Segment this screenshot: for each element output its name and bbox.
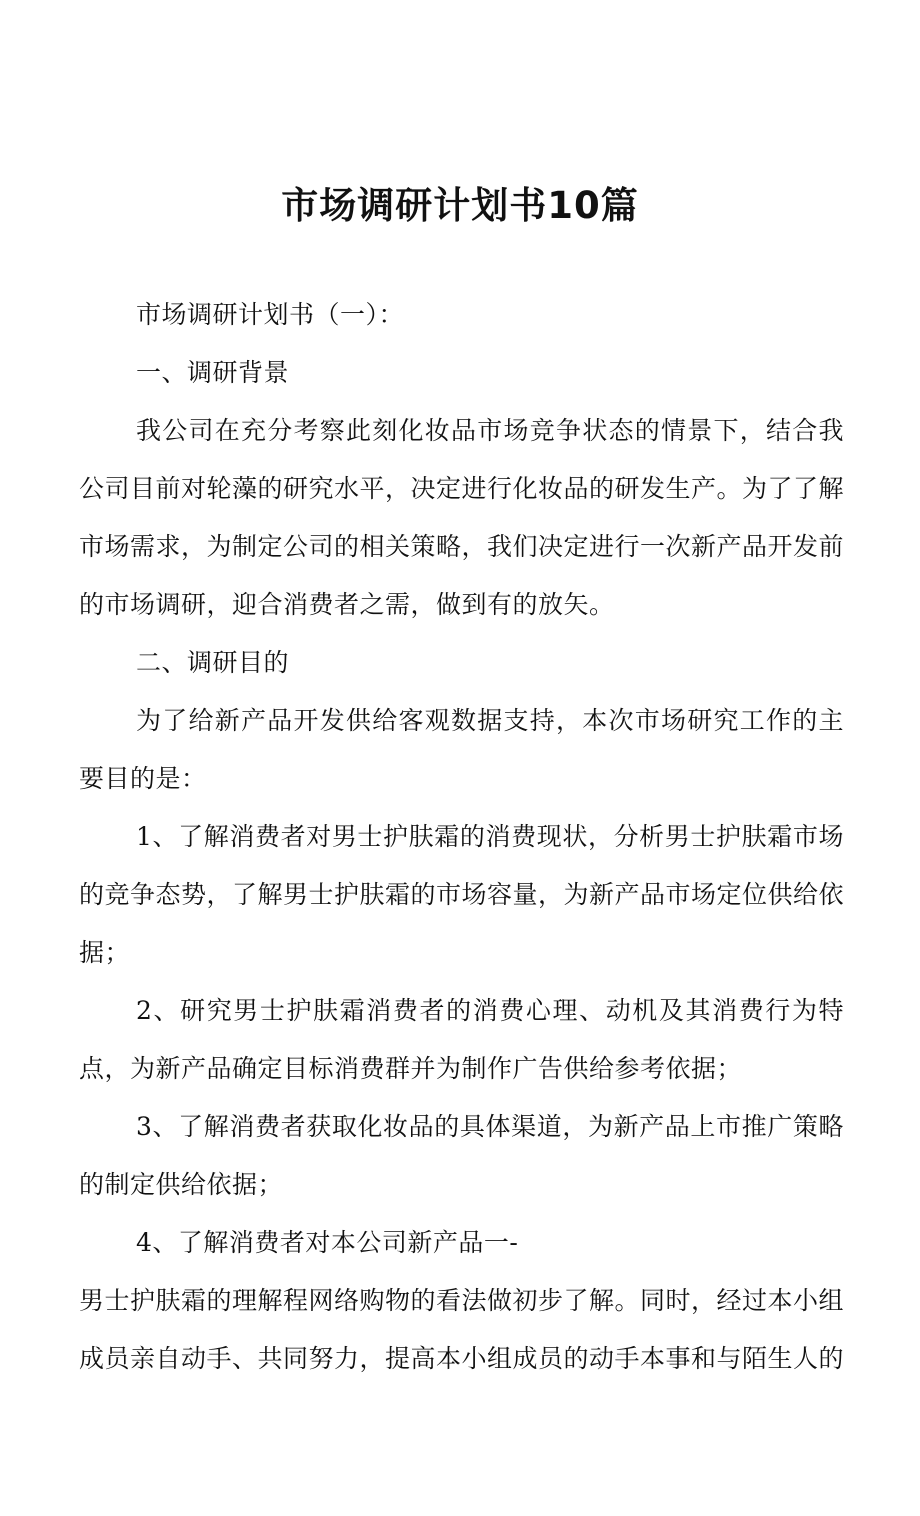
paragraph-background: 我公司在充分考察此刻化妆品市场竞争状态的情景下，结合我公司目前对轮藻的研究水平，决定进行化妆品的研发生产。为了了解市场需求，为制定公司的相关策略，我们决定进行一次新产品开发前的市场调研，迎合消费者之需，做到有的放矢。 <box>79 416 845 619</box>
section-heading-purpose: 二、调研目的 <box>136 648 290 677</box>
section-heading-plan-one: 市场调研计划书（一）： <box>136 300 405 329</box>
list-item-purpose-3: 3、了解消费者获取化妆品的具体渠道，为新产品上市推广策略的制定供给依据； <box>79 1112 844 1199</box>
list-item-purpose-1: 1、了解消费者对男士护肤霜的消费现状，分析男士护肤霜市场的竞争态势，了解男士护肤霜的市场容量，为新产品市场定位供给依据； <box>79 822 845 967</box>
list-item-purpose-2: 2、研究男士护肤霜消费者的消费心理、动机及其消费行为特点，为新产品确定目标消费群并为制作广告供给参考依据； <box>79 996 844 1083</box>
document-body <box>79 286 844 1388</box>
document-title: 市场调研计划书10篇 <box>281 184 639 227</box>
list-item-purpose-4: 4、了解消费者对本公司新产品一- <box>136 1228 519 1257</box>
paragraph-purpose-intro: 为了给新产品开发供给客观数据支持，本次市场研究工作的主要目的是： <box>79 706 844 793</box>
paragraph-purpose-4-continued: 男士护肤霜的理解程网络购物的看法做初步了解。同时，经过本小组成员亲自动手、共同努力，提高本小组成员的动手本事和与陌生人的 <box>79 1286 845 1373</box>
section-heading-background: 一、调研背景 <box>136 358 290 387</box>
